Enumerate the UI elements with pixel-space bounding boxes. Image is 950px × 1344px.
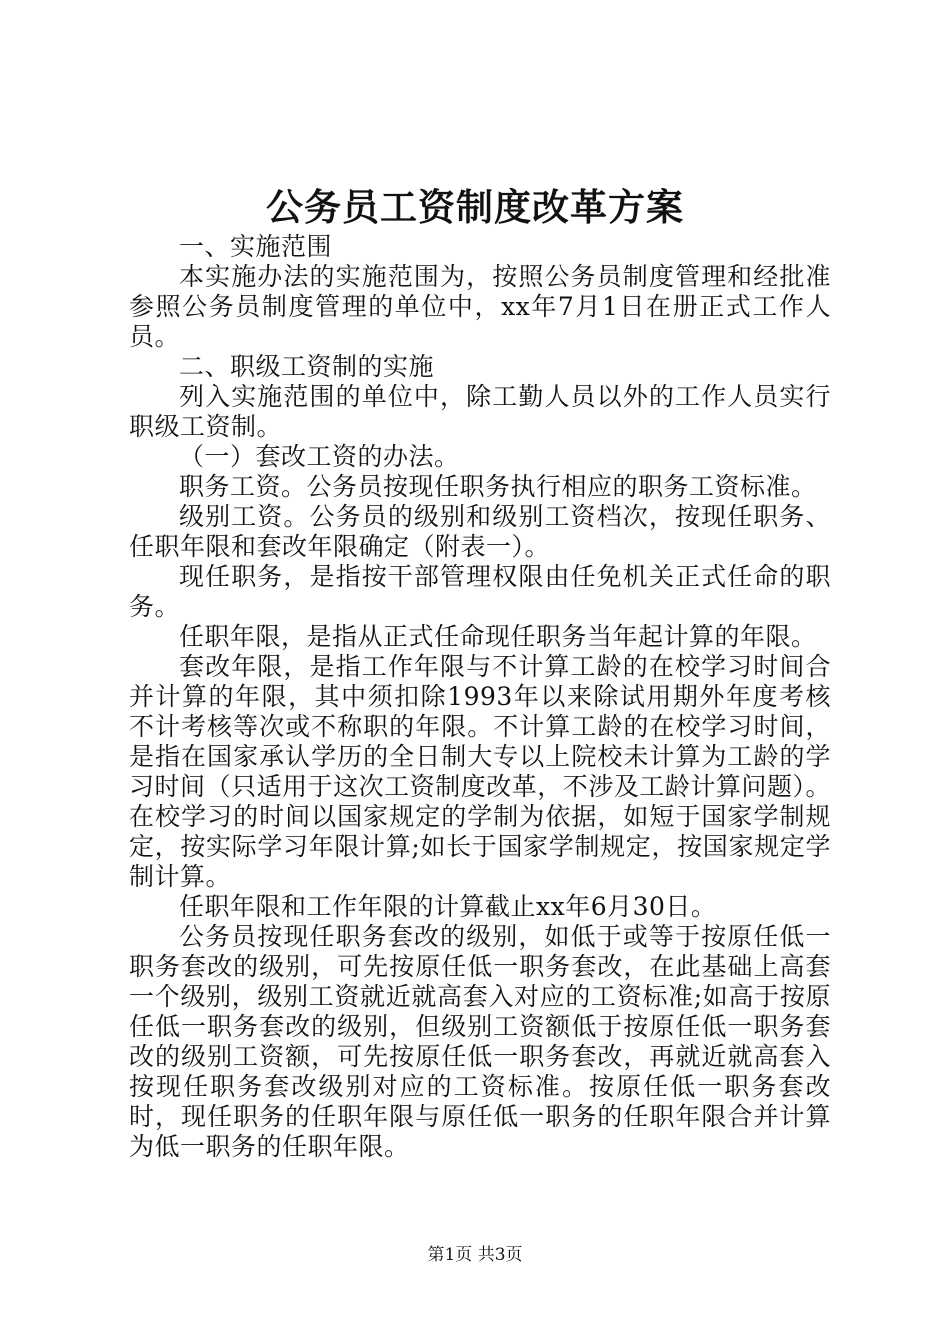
section-heading-scope: 一、实施范围	[179, 232, 333, 261]
section-heading-rank-salary: 二、职级工资制的实施	[179, 352, 435, 381]
document-body	[129, 232, 831, 1162]
paragraph-cutoff-date: 任职年限和工作年限的计算截止xx年6月30日。	[179, 892, 717, 921]
paragraph-rank-salary: 列入实施范围的单位中，除工勤人员以外的工作人员实行职级工资制。	[129, 382, 831, 441]
paragraph-level-salary: 级别工资。公务员的级别和级别工资档次，按现任职务、任职年限和套改年限确定（附表一）。	[129, 502, 831, 561]
paragraph-tenure: 任职年限，是指从正式任命现任职务当年起计算的年限。	[179, 622, 817, 651]
paragraph-conversion-rule: 公务员按现任职务套改的级别，如低于或等于按原任低一职务套改的级别，可先按原任低一职务套改，在此基础上高套一个级别，级别工资就近就高套入对应的工资标准;如高于按原任低一职务套改的级别，但级别工资额低于按原任低一职务套改的级别工资额，可先按原任低一职务套改，再就近就高套入按现任职务套改级别对应的工资标准。按原任低一职务套改时，现任职务的任职年限与原任低一职务的任职年限合并计算为低一职务的任职年限。	[129, 922, 831, 1161]
page-footer: 第1页 共3页	[427, 1245, 523, 1265]
paragraph-conversion-years: 套改年限，是指工作年限与不计算工龄的在校学习时间合并计算的年限，其中须扣除1993年以来除试用期外年度考核不计考核等次或不称职的年限。不计算工龄的在校学习时间，是指在国家承认学历的全日制大专以上院校未计算为工龄的学习时间（只适用于这次工资制度改革，不涉及工龄计算问题）。在校学习的时间以国家规定的学制为依据，如短于国家学制规定，按实际学习年限计算;如长于国家学制规定，按国家规定学制计算。	[129, 652, 831, 891]
document-title: 公务员工资制度改革方案	[266, 185, 684, 229]
paragraph-current-position: 现任职务，是指按干部管理权限由任免机关正式任命的职务。	[129, 562, 831, 621]
paragraph-position-salary: 职务工资。公务员按现任职务执行相应的职务工资标准。	[179, 472, 817, 501]
paragraph-scope: 本实施办法的实施范围为，按照公务员制度管理和经批准参照公务员制度管理的单位中，xx年7月1日在册正式工作人员。	[129, 262, 831, 351]
subsection-heading-method: （一）套改工资的办法。	[179, 442, 460, 471]
